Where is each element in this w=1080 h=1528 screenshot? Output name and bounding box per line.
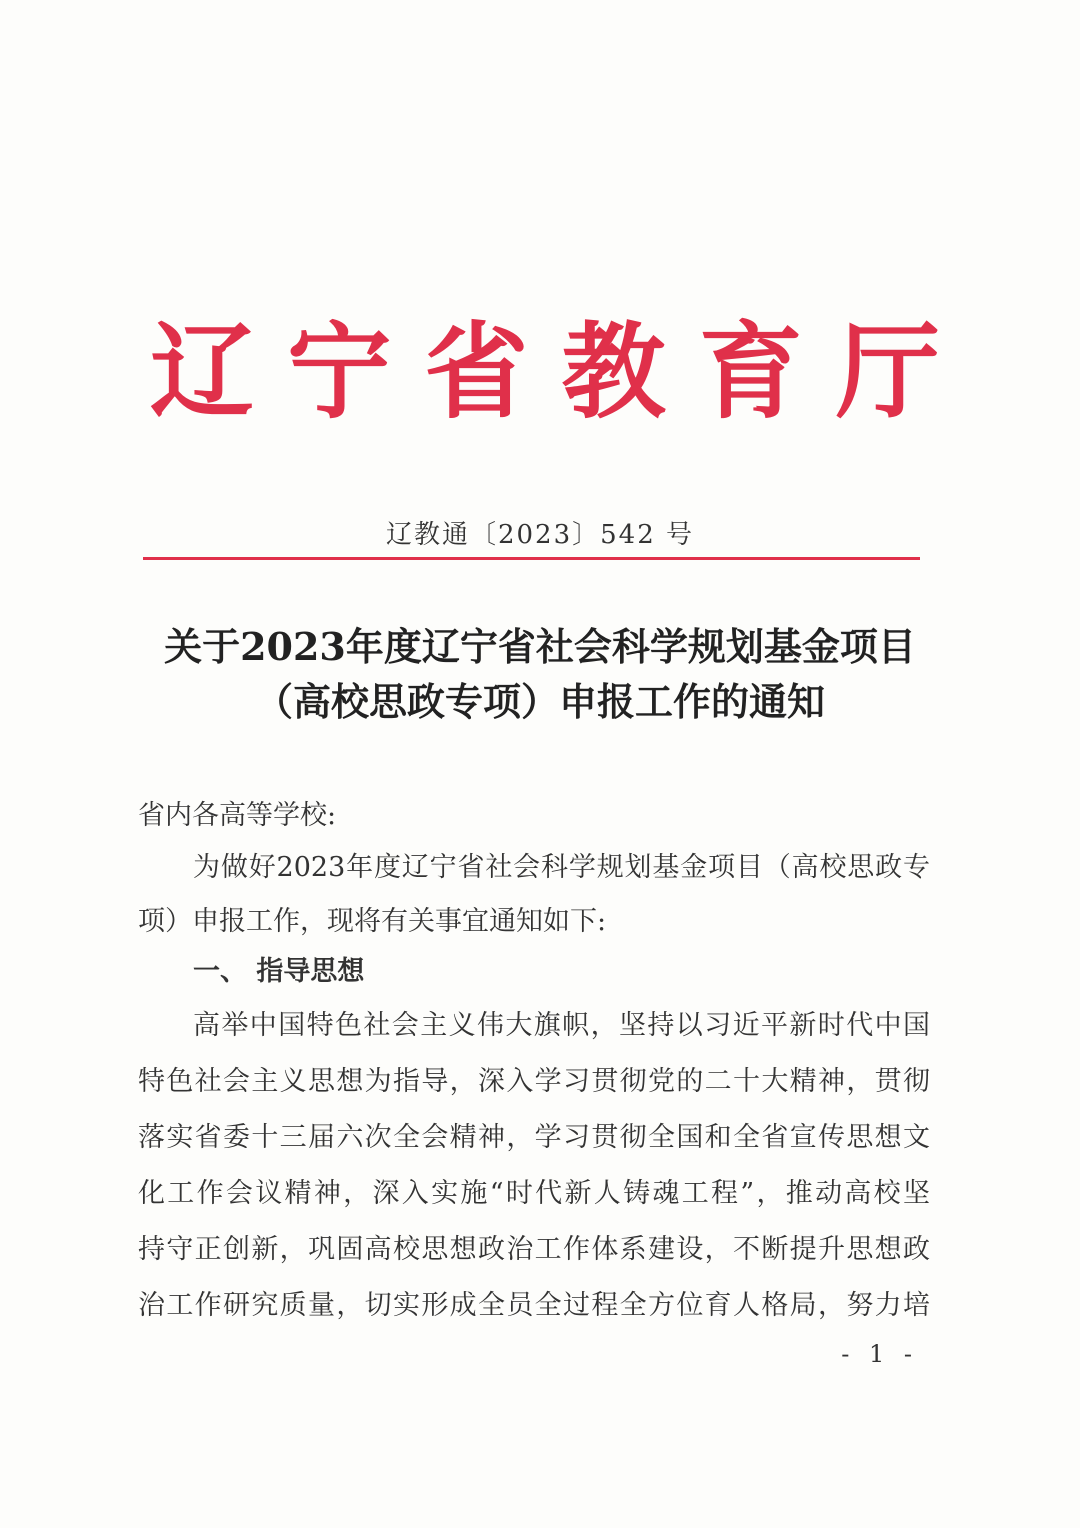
body-line: 治工作研究质量，切实形成全员全过程全方位育人格局，努力培 — [138, 1290, 930, 1321]
title-line-2: （高校思政专项）申报工作的通知 — [254, 679, 825, 724]
masthead-char: 育 — [698, 310, 803, 433]
masthead — [150, 312, 940, 432]
masthead-char: 辽 — [150, 310, 255, 433]
section-heading: 一、 指导思想 — [193, 956, 365, 987]
intro-line-1: 为做好2023年度辽宁省社会科学规划基金项目（高校思政专 — [193, 852, 930, 883]
masthead-char: 教 — [561, 310, 666, 433]
body-line: 特色社会主义思想为指导，深入学习贯彻党的二十大精神，贯彻 — [138, 1066, 930, 1097]
body-line: 落实省委十三届六次全会精神，学习贯彻全国和全省宣传思想文 — [138, 1122, 930, 1153]
body-line: 化工作会议精神，深入实施“时代新人铸魂工程”，推动高校坚 — [138, 1178, 930, 1209]
body-line: 持守正创新，巩固高校思想政治工作体系建设，不断提升思想政 — [138, 1234, 930, 1265]
title-line-1: 关于2023年度辽宁省社会科学规划基金项目 — [164, 624, 916, 669]
masthead-char: 宁 — [287, 310, 392, 433]
red-divider — [143, 557, 920, 560]
body-line: 高举中国特色社会主义伟大旗帜，坚持以习近平新时代中国 — [193, 1010, 930, 1041]
page-number: - 1 - — [841, 1340, 918, 1368]
intro-line-2: 项）申报工作，现将有关事宜通知如下: — [138, 906, 607, 937]
salutation: 省内各高等学校: — [138, 800, 337, 831]
masthead-char: 厅 — [835, 310, 940, 433]
masthead-char: 省 — [424, 310, 529, 433]
document-number: 辽教通〔2023〕542 号 — [385, 520, 695, 550]
